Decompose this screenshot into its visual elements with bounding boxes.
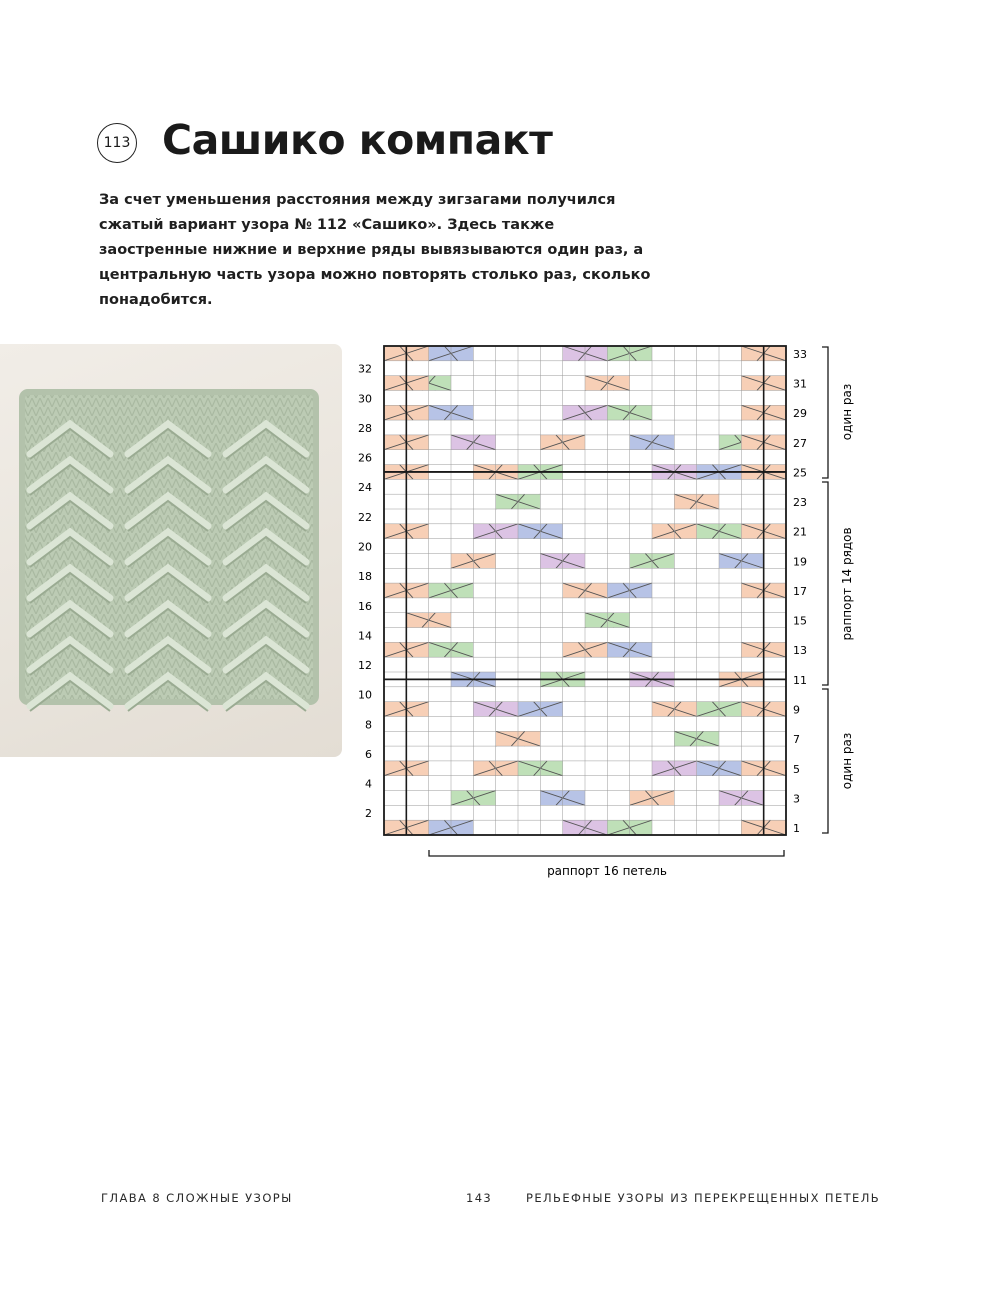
footer-chapter: ГЛАВА 8 СЛОЖНЫЕ УЗОРЫ [101,1191,293,1205]
row-label-right: 21 [793,525,807,539]
row-label-right: 33 [793,347,807,361]
pattern-number-badge: 113 [97,123,137,163]
row-label-right: 3 [793,792,800,806]
row-label-left: 32 [358,362,372,376]
row-label-right: 15 [793,614,807,628]
row-label-left: 8 [365,718,372,732]
row-label-left: 22 [358,510,372,524]
row-label-right: 17 [793,584,807,598]
row-label-right: 5 [793,762,800,776]
row-label-right: 7 [793,733,800,747]
footer-page-number: 143 [466,1191,493,1205]
bracket-label-bottom: один раз [840,732,854,790]
row-label-left: 24 [358,481,372,495]
row-label-left: 12 [358,659,372,673]
intro-paragraph: За счет уменьшения расстояния между зигзагами получился сжатый вариант узора № 112 «Сашико». Здесь также заостренные нижние и верхние ряды вывязываются один раз, а центральную часть узора можно повторять столько раз, сколько понадобится. [99,192,651,308]
footer-section: РЕЛЬЕФНЫЕ УЗОРЫ ИЗ ПЕРЕКРЕЩЕННЫХ ПЕТЕЛЬ [526,1191,881,1205]
row-label-left: 20 [358,540,372,554]
bracket-label-stitches: раппорт 16 петель [547,864,667,878]
bracket-label-top: один раз [840,383,854,441]
row-label-right: 29 [793,407,807,421]
row-label-left: 2 [365,807,372,821]
row-label-left: 16 [358,599,372,613]
page-title: Сашико компакт [162,116,553,164]
row-label-right: 31 [793,377,807,391]
row-label-left: 28 [358,421,372,435]
bracket-label-middle: раппорт 14 рядов [840,527,854,641]
row-label-right: 9 [793,703,800,717]
row-label-right: 23 [793,496,807,510]
row-label-left: 14 [358,629,372,643]
row-label-right: 25 [793,466,807,480]
row-label-right: 1 [793,822,800,836]
row-label-left: 10 [358,688,372,702]
row-label-left: 4 [365,777,372,791]
row-label-left: 26 [358,451,372,465]
row-label-left: 18 [358,570,372,584]
left-row-labels [358,363,372,821]
row-label-right: 11 [793,673,807,687]
right-row-labels [793,348,807,835]
row-label-right: 13 [793,644,807,658]
row-label-left: 6 [365,747,372,761]
row-label-left: 30 [358,392,372,406]
row-label-right: 19 [793,555,807,569]
row-label-right: 27 [793,436,807,450]
